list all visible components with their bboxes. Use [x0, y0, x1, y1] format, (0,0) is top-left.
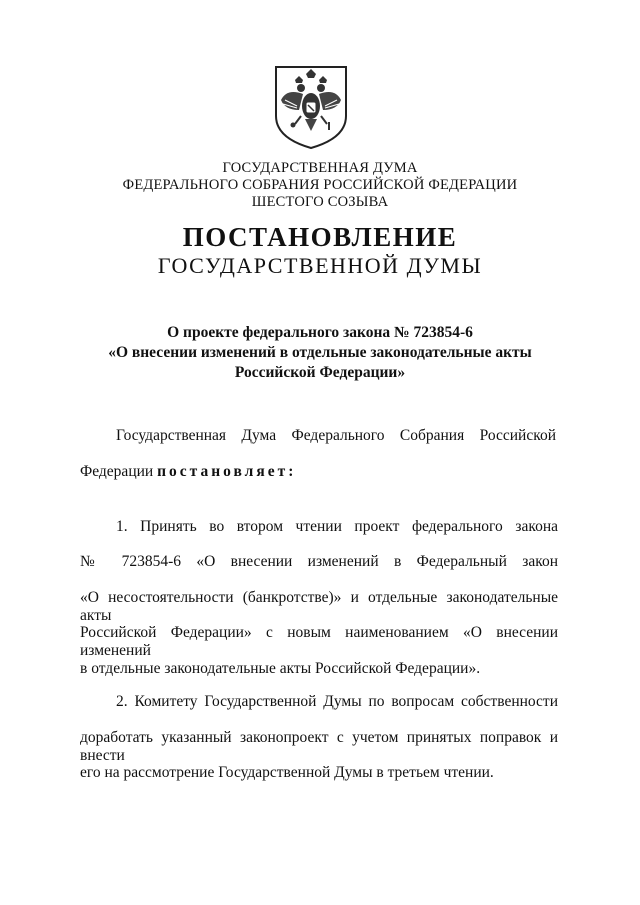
item1-line-2: № 723854-6 «О внесении изменений в Федеральный закон	[80, 553, 558, 570]
item1-line-1: 1. Принять во втором чтении проект федерального закона	[116, 518, 558, 535]
preamble-line-2	[80, 463, 558, 481]
coat-of-arms-emblem	[273, 64, 349, 150]
item2-line-3: его на рассмотрение Государственной Думы в третьем чтении.	[80, 764, 494, 781]
header-line-2: ФЕДЕРАЛЬНОГО СОБРАНИЯ РОССИЙСКОЙ ФЕДЕРАЦИИ	[122, 177, 518, 193]
preamble-line-1: Государственная Дума Федерального Собрания Российской	[116, 427, 556, 444]
document-title: ПОСТАНОВЛЕНИЕ	[182, 222, 458, 252]
item1-line-4: Российской Федерации» с новым наименованием «О внесении изменений	[80, 624, 558, 659]
item1-line-5: в отдельные законодательные акты Российской Федерации».	[80, 660, 481, 677]
document-subtitle: ГОСУДАРСТВЕННОЙ ДУМЫ	[157, 253, 483, 278]
bill-title-line-2: «О внесении изменений в отдельные законодательные акты	[108, 344, 532, 361]
item2-line-2: доработать указанный законопроект с учетом принятых поправок и внести	[80, 729, 558, 764]
item1-line-3: «О несостоятельности (банкротстве)» и отдельные законодательные акты	[80, 589, 558, 624]
preamble-verb: постановляет:	[157, 463, 297, 480]
preamble-prefix: Федерации	[80, 463, 154, 480]
bill-title-line-1: О проекте федерального закона № 723854-6	[167, 324, 473, 341]
bill-title-line-3: Российской Федерации»	[234, 364, 406, 381]
header-line-3: ШЕСТОГО СОЗЫВА	[251, 194, 389, 210]
item2-line-1: 2. Комитету Государственной Думы по вопросам собственности	[116, 693, 558, 710]
header-line-1: ГОСУДАРСТВЕННАЯ ДУМА	[222, 160, 418, 176]
